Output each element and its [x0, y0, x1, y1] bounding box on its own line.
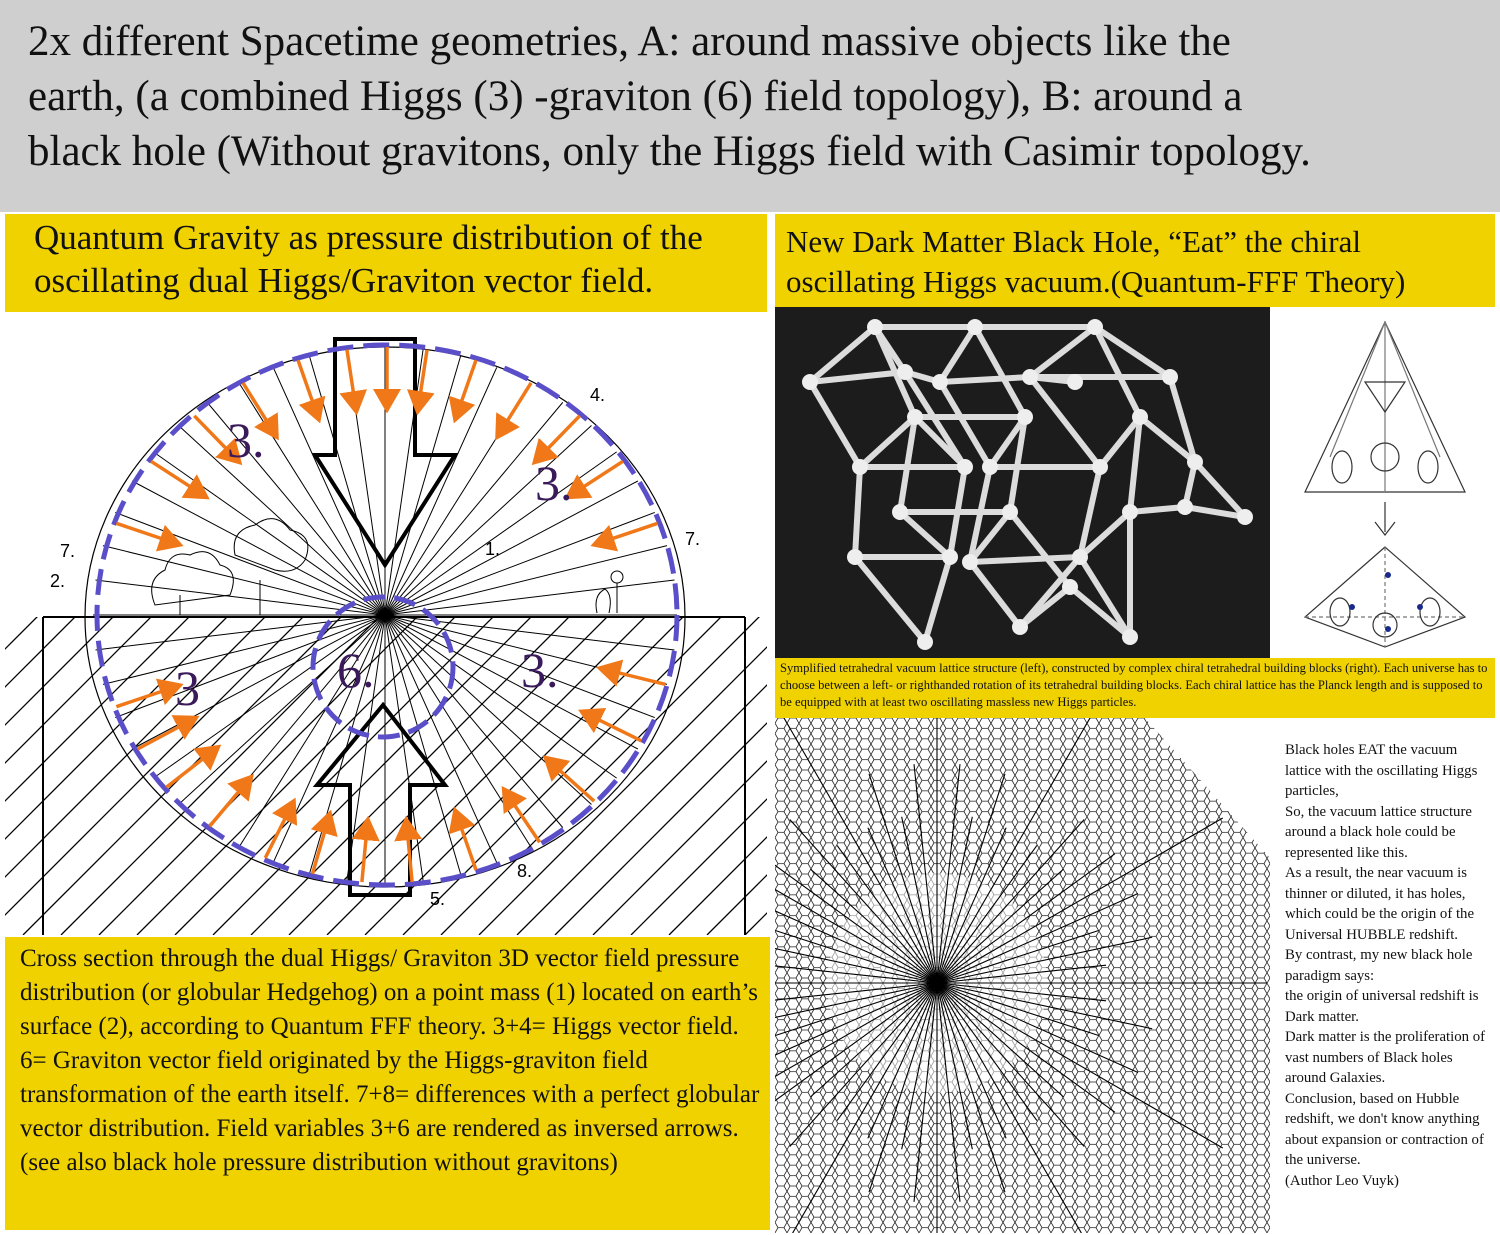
lattice-node: [867, 319, 883, 335]
black-hole-center: [932, 978, 942, 988]
label-3-upper-left: 3.: [227, 412, 265, 468]
header-title: 2x different Spacetime geometries, A: around massive objects like the earth, (a combined Higgs (3) -graviton (6) field topology), B: around a black hole (Without gravitons, only the Higgs field with Casimir topology.: [28, 18, 1311, 175]
transform-arrow: [1375, 502, 1395, 535]
lattice-node: [1067, 374, 1083, 390]
lattice-node: [1122, 629, 1138, 645]
label-1: 1.: [485, 539, 501, 559]
lattice-node: [957, 459, 973, 475]
lattice-node: [962, 554, 978, 570]
black-hole-description: Black holes EAT the vacuum lattice with the oscillating Higgs particles, So, the vacuum lattice structure around a black hole could be represented like this. As a result, the near vacuum is thinner or diluted, it has holes, which could be the origin of the Universal HUBBLE redshift. By contrast, my new black hole paradigm says: the origin of universal redshift is Dark matter. Dark matter is the proliferation of vast numbers of Black holes around Galaxies. Conclusion, based on Hubble redshift, we don't know anything about expansion or contraction of the universe. (Author Leo Vuyk): [1285, 742, 1486, 1189]
label-3-upper-right: 3.: [535, 455, 573, 511]
label-5: 5.: [430, 889, 446, 909]
lattice-node: [847, 549, 863, 565]
pressure-distribution-diagram: [5, 315, 767, 935]
label-4: 4.: [590, 385, 606, 405]
lattice-node: [1087, 319, 1103, 335]
left-panel-title: Quantum Gravity as pressure distribution of the oscillating dual Higgs/Graviton vector field.: [34, 218, 703, 300]
left-caption: Cross section through the dual Higgs/ Graviton 3D vector field pressure distribution (or globular Hedgehog) on a point mass (1) located on earth’s surface (2), according to Quantum FFF theory. 3+4= Higgs vector field. 6= Graviton vector field originated by the Higgs-graviton field transformation of the earth itself. 7+8= differences with a perfect globular vector distribution. Field variables 3+6 are rendered as inversed arrows. (see also black hole pressure distribution without gravitons): [20, 945, 760, 1176]
lattice-node: [917, 634, 933, 650]
lattice-node: [932, 374, 948, 390]
label-8: 8.: [517, 861, 533, 881]
tetrahedral-building-blocks: [1270, 307, 1500, 659]
lattice-node: [1017, 409, 1033, 425]
right-panel-title: New Dark Matter Black Hole, “Eat” the chiral oscillating Higgs vacuum.(Quantum-FFF Theory): [786, 224, 1406, 299]
label-7-left: 7.: [60, 541, 76, 561]
lattice-node: [892, 504, 908, 520]
lattice-node: [1062, 579, 1078, 595]
lattice-caption: Symplified tetrahedral vacuum lattice structure (left), constructed by complex chiral tetrahedral building blocks (right). Each universe has to choose between a left- or righthanded rotation of its tetrahedral building blocks. Each chiral lattice has the Planck length and is supposed to be equipped with at least two oscillating massless new Higgs particles.: [780, 661, 1488, 709]
lattice-node: [802, 374, 818, 390]
lattice-node: [1012, 619, 1028, 635]
lattice-node: [1092, 459, 1108, 475]
label-6: 6.: [337, 642, 375, 698]
lattice-node: [1022, 369, 1038, 385]
lattice-node: [1072, 549, 1088, 565]
label-3-lower-left: 3: [175, 660, 200, 716]
lattice-node: [1237, 509, 1253, 525]
lattice-node: [967, 319, 983, 335]
lattice-node: [1187, 454, 1203, 470]
lattice-node: [852, 459, 868, 475]
label-2: 2.: [50, 571, 66, 591]
lattice-node: [897, 364, 913, 380]
lattice-node: [1002, 504, 1018, 520]
lattice-node: [1122, 504, 1138, 520]
lattice-node: [982, 459, 998, 475]
black-hole-lattice-diagram: [775, 718, 1275, 1233]
tetrahedral-lattice-image: [775, 307, 1270, 659]
lattice-node: [1132, 409, 1148, 425]
label-3-lower-right: 3.: [521, 642, 559, 698]
lattice-node: [1177, 499, 1193, 515]
lattice-node: [942, 549, 958, 565]
label-7-right: 7.: [685, 529, 701, 549]
lattice-node: [1162, 369, 1178, 385]
lattice-node: [907, 409, 923, 425]
